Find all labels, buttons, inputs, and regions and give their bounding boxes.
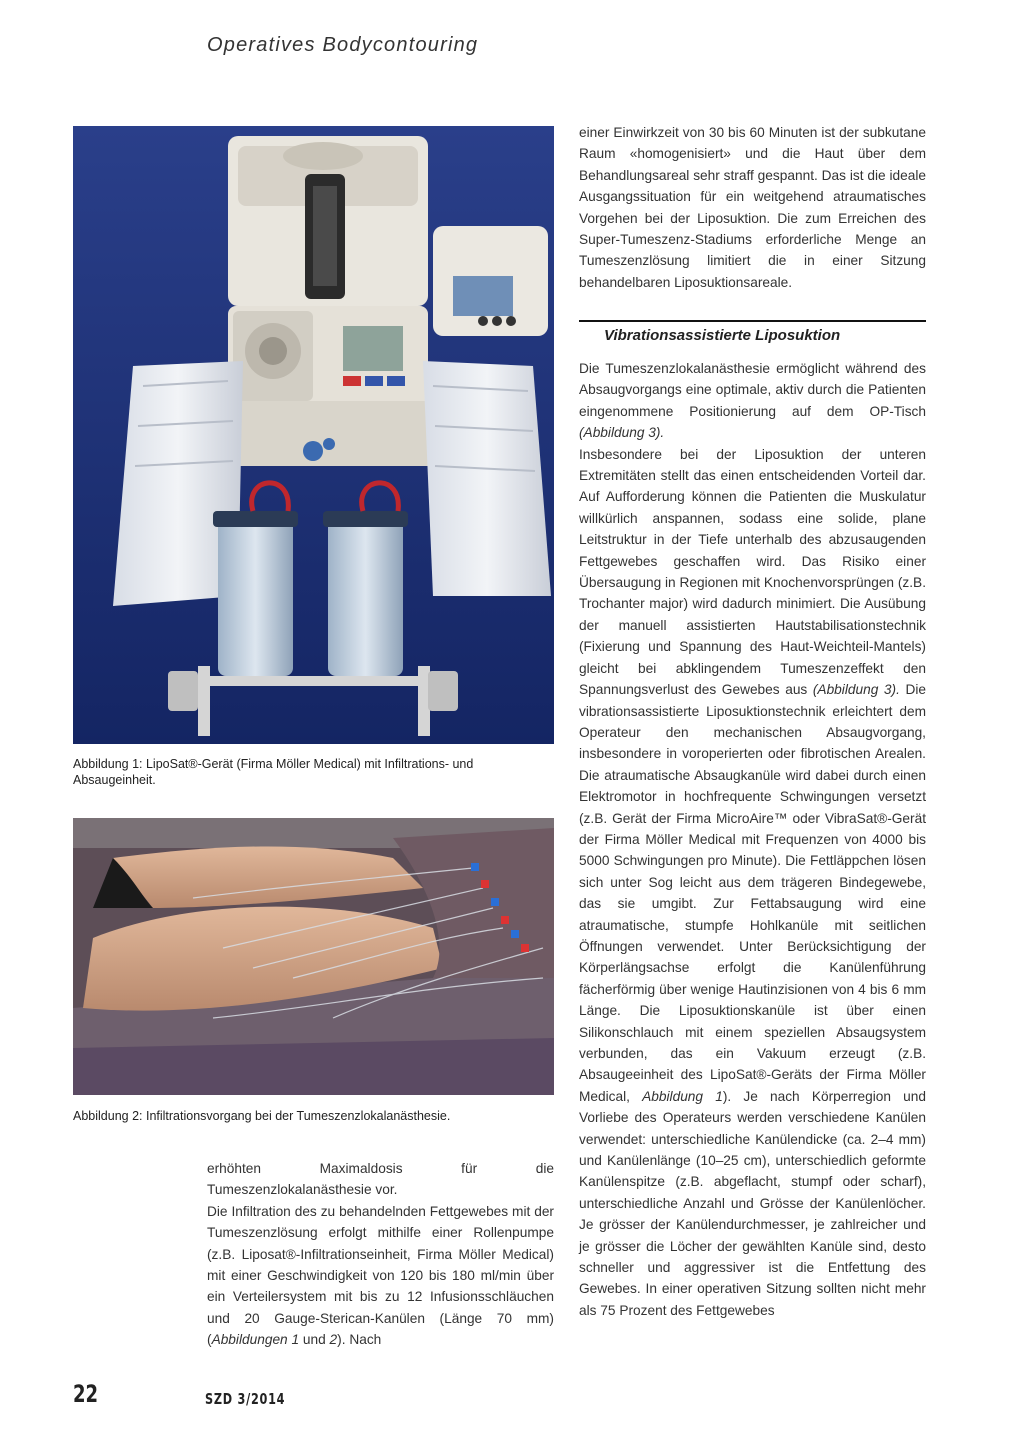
right-intro-paragraph: einer Einwirkzeit von 30 bis 60 Minuten ist der subkutane Raum «homogenisiert» und die Haut über dem Behandlungsareal sehr straff gespannt. Das ist die ideale Ausgangssituation für ein weitgehend atraumatisches Vorgehen bei der Liposuktion. Die zum Erreichen des Super-Tumeszenz-Stadiums erforderliche Menge an Tumeszenzlösung limitiert die in einer Sitzung behandelbaren Liposuktionsareale. [579,125,926,290]
running-title: Operatives Bodycontouring [207,34,479,56]
right-paragraph-1 [579,358,926,444]
right-paragraph-2-text-a: Insbesondere bei der Liposuktion der unteren Extremitäten stellt das einen entscheidenden Vorteil dar. Auf Aufforderung können die Patienten die Muskulatur willkürlich anspannen, sodass eine solide, plane Leitstruktur in der Tiefe unterhalb des abzusaugenden Fettgewebes geschaffen wird. Das Risiko einer Übersaugung in Regionen mit Knochenvorsprüngen (z.B. Trochanter major) wird dadurch minimiert. Die Ausübung der manuell assistierten Hautstabilisationstechnik (Fixierung und Spannung des Haut-Weichteil-Mantels) gleicht bei abklingendem Tumeszenzeffekt den Spannungsverlust des Gewebes aus [579,446,926,698]
page-number: 22 [73,1380,99,1408]
figure-ref-abbildungen-1: Abbildungen 1 [211,1332,300,1348]
right-column-body [579,358,926,1321]
liposat-device-image [73,126,554,744]
figure-ref-abbildung-3a: (Abbildung 3). [579,425,665,441]
figure-2-photo [73,818,554,1095]
section-divider [579,320,926,322]
left-paragraph-2-end: ). Nach [337,1332,382,1348]
section-heading: Vibrationsassistierte Liposuktion [604,327,841,344]
left-paragraph-2-text: Die Infiltration des zu behandelnden Fettgewebes mit der Tumeszenzlösung erfolgt mithilfe einer Rollenpumpe (z.B. Liposat®-Infiltrationseinheit, Firma Möller Medical) mit einer Geschwindigkeit von 120 bis 180 ml/min über ein Verteilersystem mit bis zu 12 Infusionsschläuchen und 20 Gauge-Sterican-Kanülen (Länge 70 mm) ( [207,1203,554,1348]
left-paragraph-2 [207,1201,554,1351]
right-paragraph-2-text-b: Die vibrationsassistierte Liposuktionstechnik erleichtert dem Operateur den mechanischen Absaugvorgang, insbesondere in voroperierten oder fibrotischen Arealen. Die atraumatische Absaugkanüle wird dabei durch einen Elektromotor in hochfrequente Schwingungen versetzt (z.B. Gerät der Firma MicroAire™ oder VibraSat®-Gerät der Firma Möller Medical mit Frequenzen von 4000 bis 5000 Schwingungen pro Minute). Die Fettläppchen lösen sich unter Sog leicht aus dem trägeren Bindegewebe, das sie umgibt. Zur Fettabsaugung wird eine atraumatische, stumpfe Hohlkanüle mit seitlichen Öffnungen verwendet. Unter Berücksichtigung der Körperlängsachse erfolgt die Kanülenführung fächerförmig über wenige Hautinzisionen von 4 bis 6 mm Länge. Die Liposuktionskanüle ist über einen Silikonschlauch mit einem speziellen Absaugsystem verbunden, das ein Vakuum erzeugt (z.B. Absaugeeinheit des LipoSat®-Geräts der Firma Möller Medical, [579,682,926,1104]
figure-1-photo [73,126,554,744]
right-paragraph-2-text-c: ). Je nach Körperregion und Vorliebe des Operateurs werden verschiedene Kanülen verwendet: unterschiedliche Kanülendicke (ca. 2–4 mm) und Kanülenlänge (10–25 cm), unterschiedlich geformte Kanülenspitze (z.B. abgeflacht, stumpf oder scharf), unterschiedliche Anzahl und Grösse der Kanülenlöcher. Je grösser der Kanülendurchmesser, je zahlreicher und je grösser die Löcher der gewählten Kanüle sind, desto schneller und aggressiver ist die Entfettung des Gewebes. In einer operativen Sitzung sollten nicht mehr als 75 Prozent des Fettgewebes [579,1088,926,1318]
figure-ref-abbildung-1: Abbildung 1 [642,1088,723,1104]
right-paragraph-2 [579,444,926,1322]
figure-ref-2: 2 [329,1332,338,1348]
right-paragraph-1-text: Die Tumeszenzlokalanästhesie ermöglicht während des Absaugvorgangs eine optimale, aktiv durch die Patienten eingenommene Positionierung auf dem OP-Tisch [579,361,926,419]
figure-2-caption: Abbildung 2: Infiltrationsvorgang bei der Tumeszenzlokalanästhesie. [73,1109,451,1123]
left-paragraph-1: erhöhten Maximaldosis für die Tumeszenzlokalanästhesie vor. [207,1161,554,1198]
journal-issue: SZD 3/2014 [205,1390,286,1408]
figure-ref-abbildung-3b: (Abbildung 3). [812,682,900,698]
infiltration-image [73,818,554,1095]
right-column-intro [579,122,926,293]
figure-ref-und: und [299,1332,330,1348]
left-column-text [207,1158,554,1351]
figure-1-caption: Abbildung 1: LipoSat®-Gerät (Firma Möller Medical) mit Infiltrations- und Absaugeinheit. [73,757,474,787]
